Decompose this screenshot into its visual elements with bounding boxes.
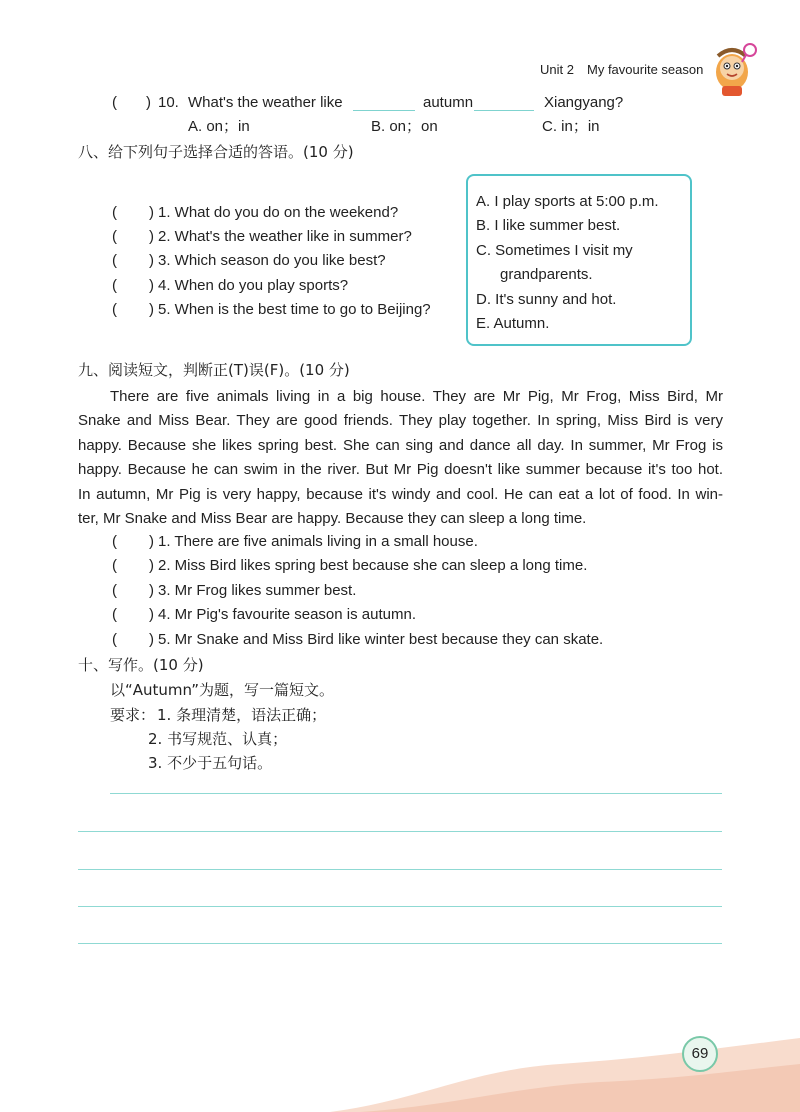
q10-stem-b: autumn <box>423 94 474 111</box>
answer-d: D. It's sunny and hot. <box>476 291 617 308</box>
s9-paren-4[interactable]: ( <box>112 606 117 623</box>
s9-paren-1[interactable]: ( <box>112 533 117 550</box>
reading-passage <box>78 385 723 531</box>
passage-line: happy. Because she likes spring best. She can sing and dance all day. In summer, Mr Frog is <box>78 436 723 454</box>
s8-paren-2-close: ) <box>149 228 154 245</box>
s9-paren-1-close: ) <box>149 533 154 550</box>
writing-line-3[interactable] <box>78 869 722 870</box>
bottom-wave-decoration <box>0 1030 800 1112</box>
answer-a: A. I play sports at 5:00 p.m. <box>476 193 659 210</box>
s9-statement-5: 5. Mr Snake and Miss Bird like winter best because they can skate. <box>158 631 604 648</box>
s8-question-1: 1. What do you do on the weekend? <box>158 204 399 221</box>
q10-paren-open: ( <box>112 94 117 111</box>
section10-heading: 十、写作。(10 分) <box>78 656 204 674</box>
writing-line-4[interactable] <box>78 906 722 907</box>
passage-line: ter, Mr Snake and Miss Bear are happy. Because they can sleep a long time. <box>78 510 587 528</box>
requirement-1: 1. 条理清楚，语法正确； <box>157 706 327 724</box>
q10-fill-blank-1[interactable] <box>353 110 415 111</box>
passage-line: happy. Because he can swim in the river. But Mr Pig doesn't like summer because it's too hot. <box>78 461 723 479</box>
passage-line: There are five animals living in a big house. They are Mr Pig, Mr Frog, Miss Bird, Mr <box>110 388 723 405</box>
s9-paren-5-close: ) <box>149 631 154 648</box>
q10-answer-blank[interactable]: ) <box>146 94 151 111</box>
q10-number: 10. <box>158 94 179 111</box>
answer-c-cont: grandparents. <box>500 266 593 283</box>
s9-paren-2[interactable]: ( <box>112 557 117 574</box>
answer-options-box <box>466 174 692 346</box>
section8-heading: 八、给下列句子选择合适的答语。(10 分) <box>78 143 354 161</box>
s8-paren-3-close: ) <box>149 252 154 269</box>
q10-fill-blank-2[interactable] <box>474 110 534 111</box>
q10-stem-a: What's the weather like <box>188 94 343 111</box>
writing-prompt: 以“Autumn”为题，写一篇短文。 <box>110 681 334 699</box>
s9-paren-5[interactable]: ( <box>112 631 117 648</box>
writing-line-1[interactable] <box>110 793 722 794</box>
mascot-icon <box>708 38 760 98</box>
s8-question-3: 3. Which season do you like best? <box>158 252 386 269</box>
header-title: My favourite season <box>587 62 704 77</box>
requirement-2: 2. 书写规范、认真； <box>148 730 288 748</box>
header-unit: Unit 2 <box>540 62 574 77</box>
answer-e: E. Autumn. <box>476 315 550 332</box>
s8-paren-3[interactable]: ( <box>112 252 117 269</box>
s8-paren-5[interactable]: ( <box>112 301 117 318</box>
s9-paren-3[interactable]: ( <box>112 582 117 599</box>
answer-c: C. Sometimes I visit my <box>476 242 633 259</box>
s8-paren-4[interactable]: ( <box>112 277 117 294</box>
writing-line-5[interactable] <box>78 943 722 944</box>
s9-statement-1: 1. There are five animals living in a small house. <box>158 533 478 550</box>
requirements-label: 要求： <box>110 706 156 724</box>
q10-option-b[interactable]: B. on；on <box>371 118 438 135</box>
s8-question-4: 4. When do you play sports? <box>158 277 349 294</box>
s9-paren-3-close: ) <box>149 582 154 599</box>
answer-b: B. I like summer best. <box>476 217 621 234</box>
s8-paren-1-close: ) <box>149 204 154 221</box>
s9-paren-4-close: ) <box>149 606 154 623</box>
page-number: 69 <box>682 1036 718 1072</box>
requirement-3: 3. 不少于五句话。 <box>148 754 273 772</box>
s8-question-5: 5. When is the best time to go to Beijing? <box>158 301 431 318</box>
s9-statement-4: 4. Mr Pig's favourite season is autumn. <box>158 606 416 623</box>
s8-paren-5-close: ) <box>149 301 154 318</box>
passage-line: In autumn, Mr Pig is very happy, because it's windy and cool. He can eat a lot of food. In win- <box>78 485 723 503</box>
s8-question-2: 2. What's the weather like in summer? <box>158 228 412 245</box>
s9-statement-3: 3. Mr Frog likes summer best. <box>158 582 357 599</box>
s9-paren-2-close: ) <box>149 557 154 574</box>
writing-line-2[interactable] <box>78 831 722 832</box>
s9-statement-2: 2. Miss Bird likes spring best because she can sleep a long time. <box>158 557 588 574</box>
s8-paren-2[interactable]: ( <box>112 228 117 245</box>
section9-heading: 九、阅读短文，判断正(T)误(F)。(10 分) <box>78 361 350 379</box>
q10-stem-c: Xiangyang? <box>544 94 624 111</box>
s8-paren-4-close: ) <box>149 277 154 294</box>
q10-option-a[interactable]: A. on；in <box>188 118 250 135</box>
s8-paren-1[interactable]: ( <box>112 204 117 221</box>
passage-line: Snake and Miss Bear. They are good friends. They play together. In spring, Miss Bird is very <box>78 412 723 430</box>
q10-option-c[interactable]: C. in；in <box>542 118 600 135</box>
